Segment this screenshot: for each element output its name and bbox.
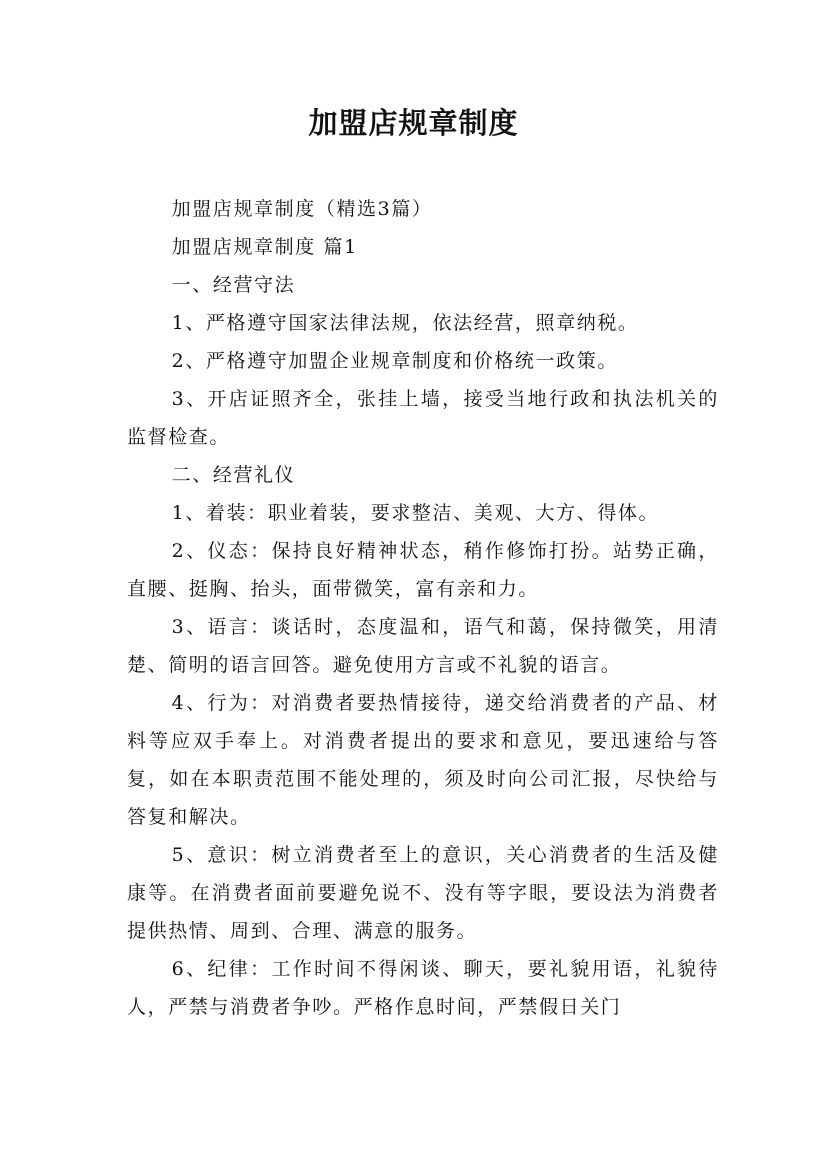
paragraph-compliance-1: 1、严格遵守国家法律法规，依法经营，照章纳税。 [171,312,639,334]
paragraph-etiquette-6: 6、纪律：工作时间不得闲谈、聊天，要礼貌用语，礼貌待人，严禁与消费者争吵。严格作息时间，严禁假日关门 [127,958,719,1018]
paragraph-etiquette-4: 4、行为：对消费者要热情接待，递交给消费者的产品、材料等应双手奉上。对消费者提出的要求和意见，要迅速给与答复，如在本职责范围不能处理的，须及时向公司汇报，尽快给与答复和解决。 [127,692,719,828]
paragraph-etiquette-3: 3、语言：谈话时，态度温和，语气和蔼，保持微笑，用清楚、简明的语言回答。避免使用方言或不礼貌的语言。 [127,616,719,676]
section-heading-etiquette: 二、经营礼仪 [171,464,296,486]
document-title: 加盟店规章制度 [308,106,519,140]
paragraph-subtitle: 加盟店规章制度（精选3篇） [171,198,433,220]
paragraph-compliance-3: 3、开店证照齐全，张挂上墙，接受当地行政和执法机关的监督检查。 [127,388,719,448]
document-body [127,190,719,1026]
paragraph-compliance-2: 2、严格遵守加盟企业规章制度和价格统一政策。 [171,350,618,372]
paragraph-part-heading: 加盟店规章制度 篇1 [171,236,358,258]
paragraph-etiquette-5: 5、意识：树立消费者至上的意识，关心消费者的生活及健康等。在消费者面前要避免说不、没有等字眼，要设法为消费者提供热情、周到、合理、满意的服务。 [127,844,719,942]
paragraph-etiquette-1: 1、着装：职业着装，要求整洁、美观、大方、得体。 [171,502,660,524]
section-heading-compliance: 一、经营守法 [171,274,296,296]
paragraph-etiquette-2: 2、仪态：保持良好精神状态，稍作修饰打扮。站势正确，直腰、挺胸、抬头，面带微笑，富有亲和力。 [127,540,719,600]
